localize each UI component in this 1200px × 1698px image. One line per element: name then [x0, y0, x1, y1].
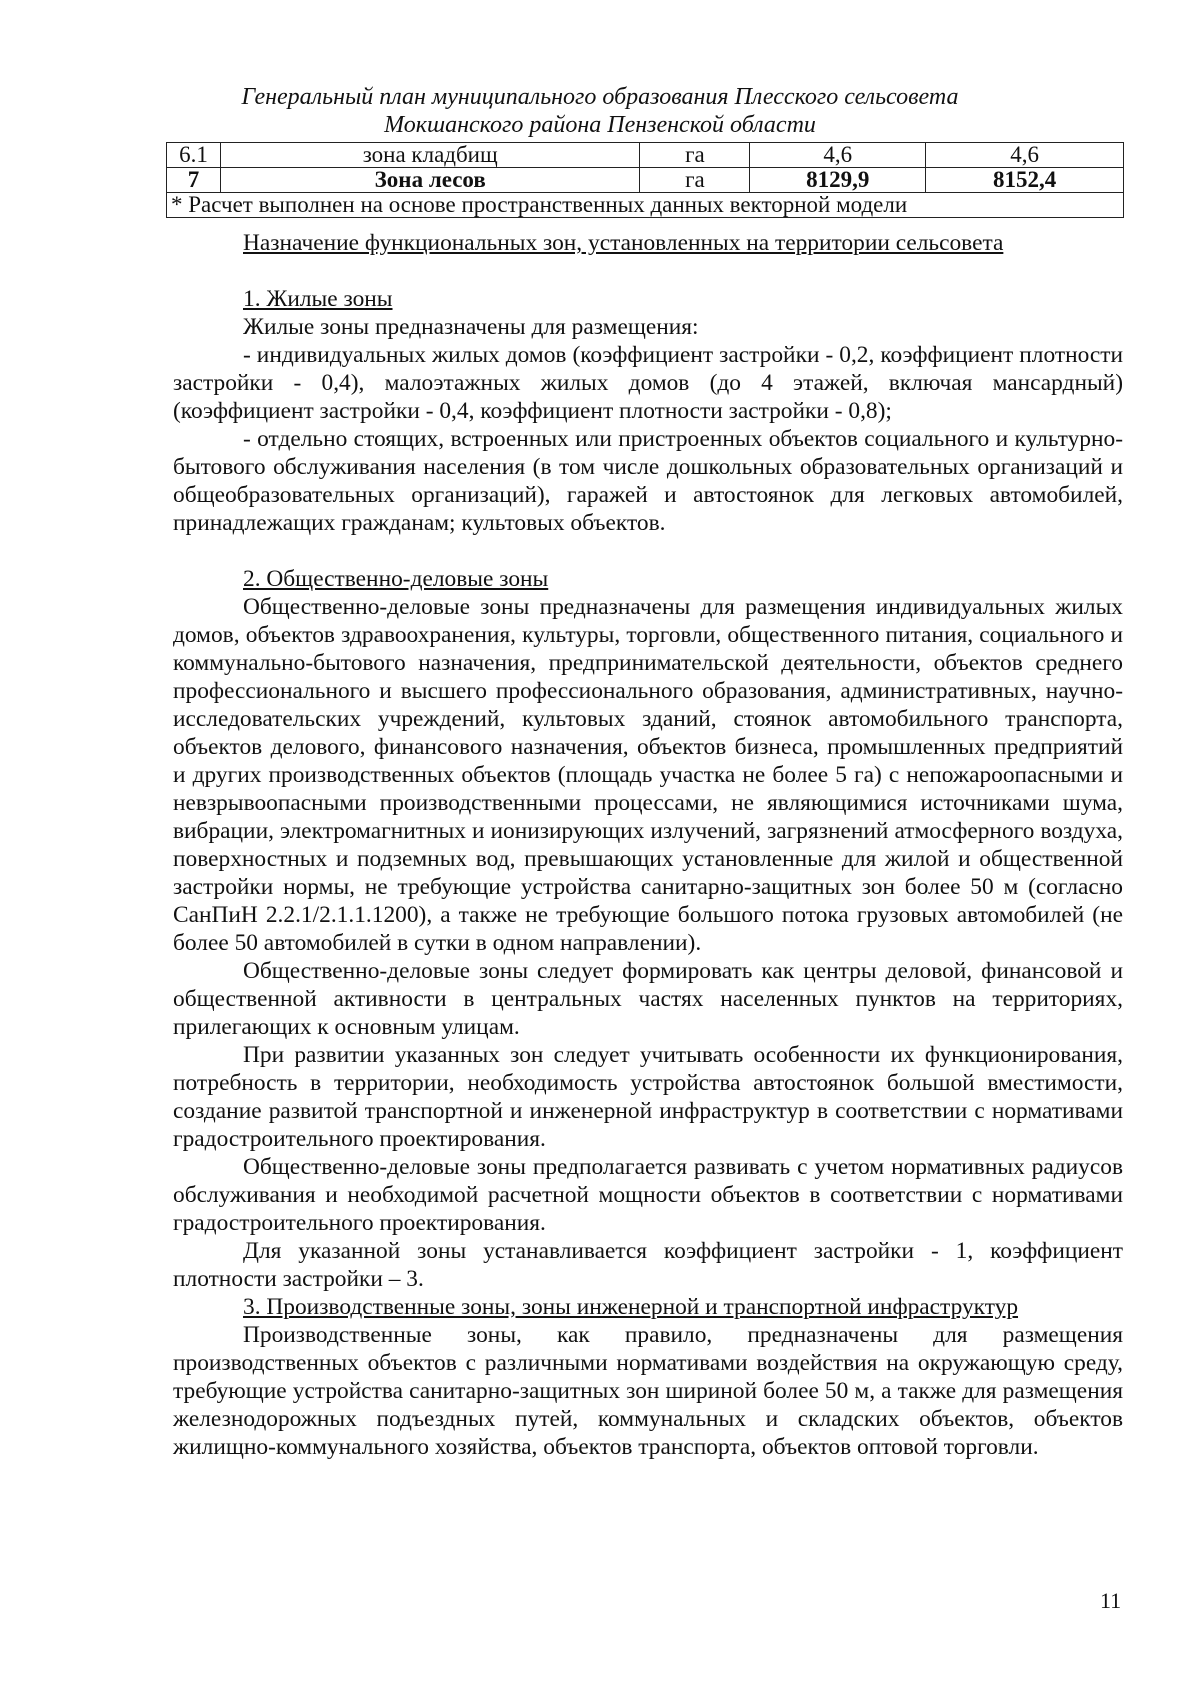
page-number: 11 — [1100, 1588, 1122, 1613]
row-number: 7 — [167, 168, 221, 193]
section-3-heading: 3. Производственные зоны, зоны инженерной и транспортной инфраструктур — [243, 1294, 1019, 1320]
row-number: 6.1 — [167, 143, 221, 168]
header-line-2: Мокшанского района Пензенской области — [384, 112, 816, 138]
table-row — [167, 168, 1124, 193]
table-row — [167, 143, 1124, 168]
paragraph: - отдельно стоящих, встроенных или пристроенных объектов социального и культурно-бытового обслуживания населения (в том числе дошкольных образовательных организаций и общеобразовательных организаций), гаражей и автостоянок для легковых автомобилей, принадлежащих гражданам; культовых объектов. — [173, 426, 1123, 536]
zone-name: Зона лесов — [220, 168, 640, 193]
value-cell: 4,6 — [750, 143, 926, 168]
paragraph: Жилые зоны предназначены для размещения: — [243, 314, 699, 340]
running-header — [160, 83, 1040, 139]
body-text — [173, 229, 1123, 1461]
header-line-1: Генеральный план муниципального образования Плесского сельсовета — [241, 84, 959, 110]
paragraph: Общественно-деловые зоны предназначены для размещения индивидуальных жилых домов, объектов здравоохранения, культуры, торговли, общественного питания, социального и коммунально-бытового назначения, предпринимательской деятельности, объектов среднего профессионального и высшего профессионального образования, административных, научно-исследовательских учреждений, культовых зданий, стоянок автомобильного транспорта, объектов делового, финансового назначения, объектов бизнеса, промышленных предприятий и других производственных объектов (площадь участка не более 5 га) с непожароопасными и невзрывоопасными производственными процессами, не являющимися источниками шума, вибрации, электромагнитных и ионизирующих излучений, загрязнений атмосферного воздуха, поверхностных и подземных вод, превышающих установленные для жилой и общественной застройки нормы, не требующие устройства санитарно-защитных зон более 50 м (согласно СанПиН 2.2.1/2.1.1.1200), а также не требующие большого потока грузовых автомобилей (не более 50 автомобилей в сутки в одном направлении). — [173, 594, 1123, 956]
section-2-heading: 2. Общественно-деловые зоны — [243, 566, 549, 592]
value-cell: 8129,9 — [750, 168, 926, 193]
unit-cell: га — [640, 168, 750, 193]
paragraph: Общественно-деловые зоны следует формировать как центры деловой, финансовой и общественной активности в центральных частях населенных пунктов на территориях, прилегающих к основным улицам. — [173, 958, 1123, 1040]
value-cell: 8152,4 — [926, 168, 1124, 193]
paragraph: При развитии указанных зон следует учитывать особенности их функционирования, потребность в территории, необходимость устройства автостоянок большой вместимости, создание развитой транспортной и инженерной инфраструктур в соответствии с нормативами градостроительного проектирования. — [173, 1042, 1123, 1152]
table-note-row — [167, 193, 1124, 218]
value-cell: 4,6 — [926, 143, 1124, 168]
section-1-heading: 1. Жилые зоны — [243, 286, 393, 312]
unit-cell: га — [640, 143, 750, 168]
paragraph: Для указанной зоны устанавливается коэффициент застройки - 1, коэффициент плотности застройки – 3. — [173, 1238, 1123, 1292]
zone-name: зона кладбищ — [220, 143, 640, 168]
paragraph: Общественно-деловые зоны предполагается развивать с учетом нормативных радиусов обслуживания и необходимой расчетной мощности объектов в соответствии с нормативами градостроительного проектирования. — [173, 1154, 1123, 1236]
table-note: * Расчет выполнен на основе пространственных данных векторной модели — [167, 193, 1124, 218]
zones-table — [166, 142, 1124, 218]
paragraph: Производственные зоны, как правило, предназначены для размещения производственных объектов с различными нормативами воздействия на окружающую среду, требующие устройства санитарно-защитных зон шириной более 50 м, а также для размещения железнодорожных подъездных путей, коммунальных и складских объектов, объектов жилищно-коммунального хозяйства, объектов транспорта, объектов оптовой торговли. — [173, 1322, 1123, 1460]
paragraph: - индивидуальных жилых домов (коэффициент застройки - 0,2, коэффициент плотности застройки - 0,4), малоэтажных жилых домов (до 4 этажей, включая мансардный) (коэффициент застройки - 0,4, коэффициент плотности застройки - 0,8); — [173, 342, 1123, 424]
section-title: Назначение функциональных зон, установленных на территории сельсовета — [243, 230, 1004, 256]
